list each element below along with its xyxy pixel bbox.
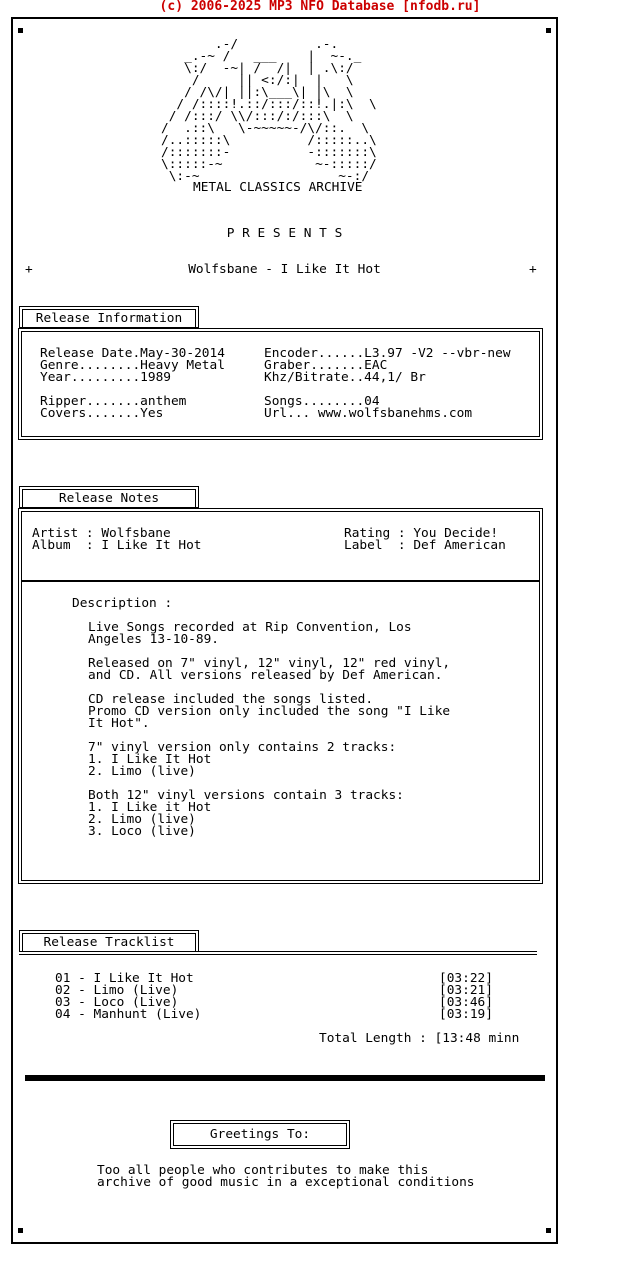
description-line: Both 12" vinyl versions contain 3 tracks: [88,788,404,803]
release-info-field: Url... www.wolfsbanehms.com [264,406,473,421]
release-title: Wolfsbane - I Like It Hot [188,262,381,277]
track-title: 01 - I Like It Hot [55,971,194,986]
description-line: 1. I Like It Hot [88,752,212,767]
release-info-field: Year.........1989 [40,370,171,385]
tracklist-rule-lower [199,954,537,955]
description-line: 7" vinyl version only contains 2 tracks: [88,740,397,755]
tab-release-tracklist-label: Release Tracklist [22,933,196,951]
description-line: 1. I Like it Hot [88,800,212,815]
track-length: [03:21] [439,983,493,998]
track-length: [03:46] [439,995,493,1010]
archive-title: METAL CLASSICS ARCHIVE [193,180,363,195]
description-heading: Description : [72,596,173,611]
release-notes-box [18,508,543,884]
corner-dot-top-right [546,28,551,33]
release-notes-description-inner [21,581,540,881]
description-line: Angeles 13-10-89. [88,632,219,647]
release-info-field: Release Date.May-30-2014 [40,346,225,361]
rating-line: Rating : You Decide! [344,526,499,541]
description-line: Promo CD version only included the song "I Like [88,704,451,719]
description-line: and CD. All versions released by Def American. [88,668,443,683]
track-title: 04 - Manhunt (Live) [55,1007,202,1022]
release-info-field: Ripper.......anthem [40,394,187,409]
release-info-field: Covers.......Yes [40,406,164,421]
description-line: It Hot". [88,716,150,731]
release-info-field: Khz/Bitrate..44,1/ Br [264,370,426,385]
tab-release-tracklist [19,930,199,952]
tab-release-information-label: Release Information [22,309,196,327]
release-info-left-column [40,348,225,420]
release-info-field: Graber.......EAC [264,358,388,373]
release-info-right-column [264,348,511,420]
track-length: [03:19] [439,1007,493,1022]
total-length: Total Length : [13:48 minn [319,1031,520,1046]
corner-dot-top-left [18,28,23,33]
track-title: 03 - Loco (Live) [55,995,179,1010]
greetings-box [170,1120,350,1149]
track-row [55,1009,505,1021]
release-info-inner [21,331,540,437]
plus-marker-right: + [529,262,537,277]
greetings-text [97,1165,475,1189]
description-line: Live Songs recorded at Rip Convention, Los [88,620,412,635]
tab-release-notes [19,486,199,508]
greetings-line: archive of good music in a exceptional conditions [97,1175,475,1190]
description-line: 2. Limo (live) [88,812,196,827]
album-line: Album : I Like It Hot [32,538,202,553]
release-info-box [18,328,543,440]
description-line: Released on 7" vinyl, 12" vinyl, 12" red vinyl, [88,656,451,671]
artist-line: Artist : Wolfsbane [32,526,171,541]
greetings-label: Greetings To: [173,1123,347,1146]
ascii-logo: .-/ .-. _.-~ / ___ | ~-._ \:/ -~| / /| | .\:/ / || <:/:| | \ / /\/| ||:\___\| |\ \ / /::::!.::/:::/::!.|:\ \ / /:::/ \\/:::/:/:::\ \ / .::\ \-~~~~~-/\/::. \ /..:::::\ /:::::..\ /:::::::- -:::::::\ \:::::-~ ~-:::::/ \:-~ ~-:/ [161,37,377,184]
track-list [55,973,505,1021]
description-body [88,622,450,838]
corner-dot-bottom-right [546,1228,551,1233]
description-line: CD release included the songs listed. [88,692,374,707]
release-info-field: Songs........04 [264,394,380,409]
tracklist-rule-upper [199,951,537,952]
track-length: [03:22] [439,971,493,986]
release-info-field: Encoder......L3.97 -V2 --vbr-new [264,346,511,361]
release-info-field: Genre........Heavy Metal [40,358,225,373]
label-line: Label : Def American [344,538,506,553]
presents-heading: P R E S E N T S [226,226,343,241]
greetings-line: Too all people who contributes to make this [97,1163,429,1178]
plus-marker-left: + [25,262,33,277]
track-title: 02 - Limo (Live) [55,983,179,998]
site-header: (c) 2006-2025 MP3 NFO Database [nfodb.ru] [159,0,481,14]
description-line: 3. Loco (live) [88,824,196,839]
divider-rule [25,1075,545,1081]
tab-release-notes-label: Release Notes [22,489,196,507]
description-line: 2. Limo (live) [88,764,196,779]
tracklist-rule-tab-base [19,954,199,955]
nfo-frame [11,17,558,1244]
tab-release-information [19,306,199,328]
corner-dot-bottom-left [18,1228,23,1233]
release-notes-header-inner [21,511,540,581]
